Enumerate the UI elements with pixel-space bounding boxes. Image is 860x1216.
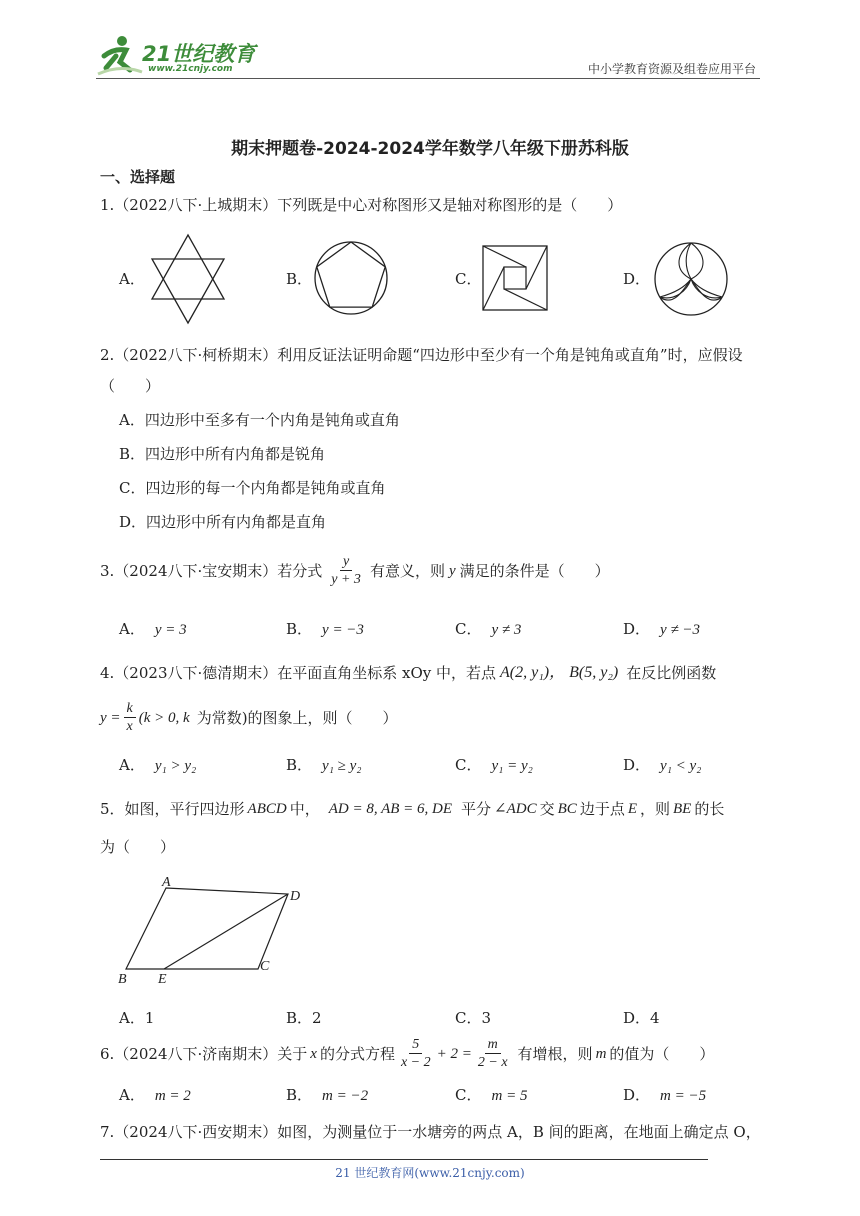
- q5-stem-paren: 为（ ）: [100, 838, 176, 856]
- q5-stem: [100, 799, 724, 819]
- runner-logo-icon: [96, 34, 144, 76]
- q4-func-rhs: (k > 0, k: [138, 709, 190, 726]
- q4-fraction: [124, 700, 136, 735]
- q6-fraction-1: [398, 1036, 434, 1071]
- q1-stem: 1.（2022八下·上城期末）下列既是中心对称图形又是轴对称图形的是（ ）: [100, 196, 623, 214]
- q1-option-a-label: A．: [119, 270, 145, 288]
- q4-option-d: D． y₁ < y₂: [623, 756, 702, 774]
- vertex-e-label: E: [158, 972, 167, 987]
- q6-f1-den: x − 2: [400, 1055, 431, 1070]
- q3-frac-num: y: [340, 553, 352, 571]
- circle-pentagon-figure: [313, 240, 389, 316]
- q2-option-a: A．四边形中至多有一个内角是钝角或直角: [119, 411, 400, 429]
- q4-frac-num: k: [124, 700, 136, 718]
- q5-stem-e: 边于点: [579, 800, 625, 818]
- q4-stem-c: 为常数)的图象上，则（ ）: [196, 708, 398, 727]
- q3-stem-b: 有意义，则: [369, 561, 445, 580]
- q5-e: E: [627, 801, 637, 817]
- q6-stem-d: 的值为（ ）: [609, 1044, 715, 1063]
- q2-stem-paren: （ ）: [100, 377, 161, 395]
- q5-stem-b: 中，: [289, 800, 320, 818]
- q5-stem-d: 交: [539, 800, 555, 818]
- q4-stem-line2: [100, 700, 398, 735]
- header-right-text: 中小学教育资源及组卷应用平台: [587, 62, 756, 76]
- q6-option-b: B． m = −2: [286, 1086, 369, 1104]
- q2-option-b: B．四边形中所有内角都是锐角: [119, 445, 326, 463]
- q3-option-c: C． y ≠ 3: [455, 620, 522, 638]
- q5-angle: ∠ADC: [494, 801, 537, 817]
- q6-f2-den: 2 − x: [477, 1055, 508, 1070]
- q6-m: m: [595, 1045, 607, 1062]
- q1-option-d-label: D．: [623, 270, 651, 288]
- q3-var: y: [448, 562, 456, 579]
- q5-option-d: D．4: [623, 1009, 660, 1027]
- q5-stem-c: 平分: [461, 800, 492, 818]
- q6-mid: + 2 =: [436, 1045, 472, 1062]
- q6-stem-a: 6.（2024八下·济南期末）关于: [100, 1044, 308, 1063]
- q6-stem-b: 的分式方程: [319, 1044, 395, 1063]
- q2-option-d: D．四边形中所有内角都是直角: [119, 513, 327, 531]
- q5-expr: AD = 8, AB = 6, DE: [328, 801, 453, 817]
- logo-url: www.21cnjy.com: [148, 64, 233, 74]
- q5-abcd: ABCD: [247, 801, 287, 817]
- q2-option-c: C．四边形的每一个内角都是钝角或直角: [119, 479, 386, 497]
- logo-text: 21世纪教育: [142, 42, 256, 66]
- q5-option-c: C．3: [455, 1009, 492, 1027]
- header-rule: [96, 78, 760, 79]
- q4-stem-a: 4.（2023八下·德清期末）在平面直角坐标系 xOy 中，若点: [100, 664, 497, 682]
- vertex-d-label: D: [290, 889, 301, 904]
- vertex-c-label: C: [260, 959, 270, 974]
- q5-be: BE: [673, 801, 692, 817]
- q5-stem-g: 的长: [694, 800, 725, 818]
- q5-option-a: A．1: [119, 1009, 155, 1027]
- q2-stem: 2.（2022八下·柯桥期末）利用反证法证明命题“四边形中至少有一个角是钝角或直角”时，应假设: [100, 346, 743, 364]
- vertex-b-label: B: [118, 972, 127, 987]
- circle-trefoil-figure: [653, 241, 729, 317]
- q6-option-c: C． m = 5: [455, 1086, 528, 1104]
- section-heading: 一、选择题: [100, 168, 176, 186]
- q3-fraction: [328, 553, 364, 588]
- q6-fraction-2: [475, 1036, 511, 1071]
- q3-option-b: B． y = −3: [286, 620, 364, 638]
- q6-option-d: D． m = −5: [623, 1086, 707, 1104]
- q4-option-c: C． y₁ = y₂: [455, 756, 533, 774]
- q5-stem-a: 5．如图，平行四边形: [100, 800, 245, 818]
- q5-bc: BC: [557, 801, 577, 817]
- q5-option-b: B．2: [286, 1009, 322, 1027]
- q4-option-a: A． y₁ > y₂: [119, 756, 197, 774]
- doc-title: 期末押题卷-2024-2024学年数学八年级下册苏科版: [231, 139, 629, 159]
- square-pinwheel-figure: [482, 245, 548, 311]
- hexagram-figure: [148, 233, 228, 325]
- q4-option-b: B． y₁ ≥ y₂: [286, 756, 362, 774]
- q4-func-lhs: y =: [100, 709, 121, 726]
- q6-stem-c: 有增根，则: [517, 1044, 593, 1063]
- q1-option-c-label: C．: [455, 270, 482, 288]
- q5-stem-f: ，则: [640, 800, 671, 818]
- q3-option-d: D． y ≠ −3: [623, 620, 701, 638]
- q4-stem: [100, 663, 716, 683]
- q3-frac-den: y + 3: [331, 572, 361, 587]
- q1-option-b-label: B．: [286, 270, 313, 288]
- q3-stem: [100, 553, 610, 588]
- q3-option-a: A． y = 3: [119, 620, 187, 638]
- header-logo: [96, 34, 266, 78]
- q3-stem-c: 满足的条件是（ ）: [459, 561, 610, 580]
- q6-f2-num: m: [485, 1036, 501, 1054]
- q4-frac-den: x: [126, 719, 133, 734]
- vertex-a-label: A: [162, 875, 171, 890]
- footer-text: 21 世纪教育网(www.21cnjy.com): [335, 1166, 525, 1180]
- q4-point-a: A(2, y₁)，: [500, 664, 566, 681]
- q7-stem: 7.（2024八下·西安期末）如图，为测量位于一水塘旁的两点 A，B 间的距离，在地面上确定点 O，: [100, 1123, 761, 1141]
- q6-stem: [100, 1036, 714, 1071]
- footer-rule: [100, 1159, 708, 1160]
- parallelogram-figure: [112, 872, 312, 990]
- q3-stem-a: 3.（2024八下·宝安期末）若分式: [100, 561, 323, 580]
- q6-option-a: A． m = 2: [119, 1086, 191, 1104]
- q6-f1-num: 5: [409, 1036, 422, 1054]
- q6-var: x: [310, 1045, 317, 1062]
- q4-stem-b: 在反比例函数: [626, 664, 717, 682]
- q4-point-b: B(5, y₂): [569, 664, 619, 681]
